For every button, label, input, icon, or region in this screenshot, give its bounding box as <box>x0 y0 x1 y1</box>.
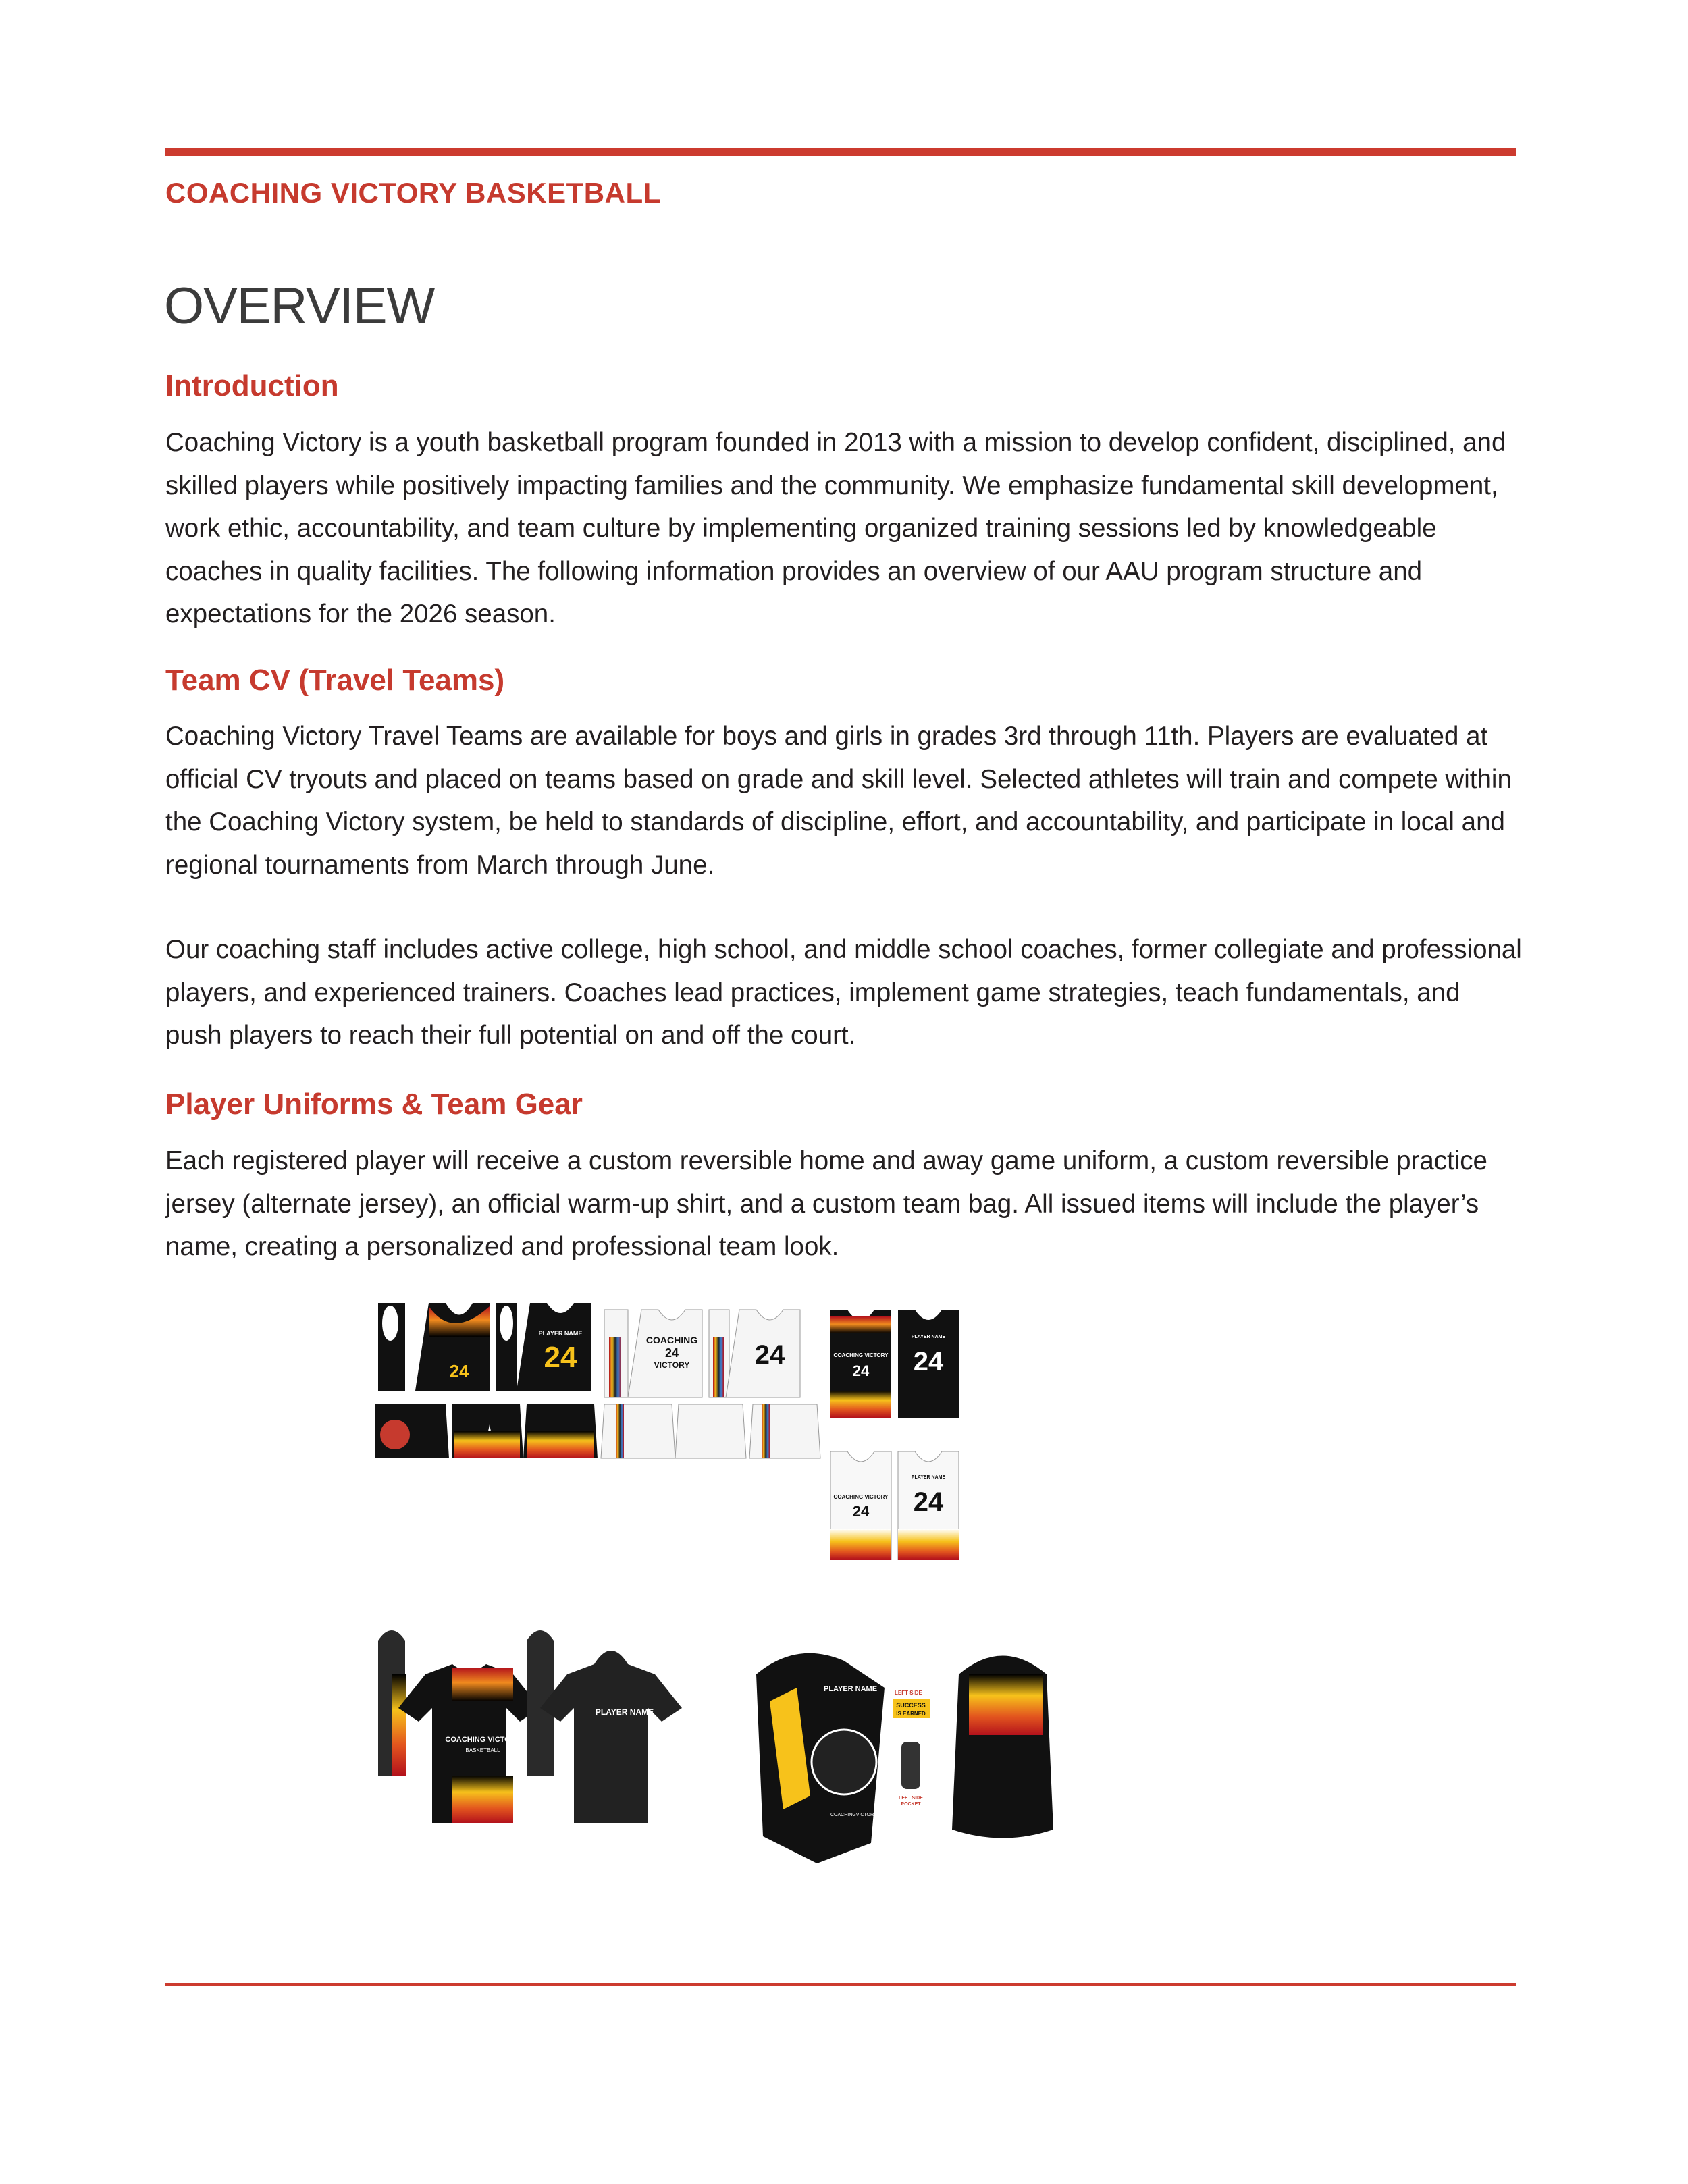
top-rule <box>165 148 1516 156</box>
bottom-rule <box>165 1983 1516 1986</box>
white-shorts-back <box>749 1404 820 1458</box>
practice-jersey-player-name: PLAYER NAME <box>911 1335 946 1339</box>
practice-jersey-brand: COACHING VICTORY <box>833 1352 889 1358</box>
bag-slogan-1: SUCCESS <box>896 1702 926 1709</box>
travel-teams-paragraph-1: Coaching Victory Travel Teams are available for boys and girls in grades 3rd through 11th. Players are evaluated at official CV tryouts and placed on teams based on grade and skill level. Selected athletes will train and compete within the Coaching Victory system, be held to standards of discipline, effort, and accountability, and participate in local and regional tournaments from March through June. <box>165 722 1512 880</box>
warmup-subtitle: BASKETBALL <box>465 1747 500 1753</box>
black-game-uniform <box>375 1303 598 1458</box>
white-shorts-front <box>675 1404 746 1458</box>
bag-note-side: LEFT SIDE <box>895 1690 922 1696</box>
section-heading-travel-teams: Team CV (Travel Teams) <box>165 664 505 697</box>
jersey-number: 24 <box>449 1361 469 1381</box>
white-game-uniform <box>601 1310 820 1458</box>
practice-white-brand: COACHING VICTORY <box>833 1494 889 1500</box>
warmup-back <box>540 1651 682 1823</box>
practice-jerseys <box>830 1310 959 1560</box>
practice-white-number: 24 <box>852 1503 870 1520</box>
bag-slogan-2: IS EARNED <box>896 1711 926 1717</box>
bag-note-pocket-2: POCKET <box>901 1802 921 1807</box>
bag-player-name: PLAYER NAME <box>824 1685 878 1693</box>
jersey-back-number: 24 <box>544 1341 577 1374</box>
warmup-player-name: PLAYER NAME <box>595 1707 654 1717</box>
white-jersey-back-number: 24 <box>754 1340 785 1370</box>
white-jersey-brand-1: COACHING <box>645 1335 698 1346</box>
white-jersey-brand-2: VICTORY <box>654 1360 690 1370</box>
bag-note-pocket-1: LEFT SIDE <box>899 1796 923 1801</box>
travel-teams-paragraph-2: Our coaching staff includes active college, high school, and middle school coaches, former collegiate and professional players, and experienced trainers. Coaches lead practices, implement game strategies, teach fundamentals, and push players to reach their full potential on and off the court. <box>165 935 1522 1050</box>
white-shorts-side <box>601 1404 675 1458</box>
bag-url: COACHINGVICTORY.COM <box>830 1813 889 1817</box>
section-heading-introduction: Introduction <box>165 369 339 402</box>
page-title: OVERVIEW <box>164 277 435 335</box>
warmup-brand: COACHING VICTORY <box>445 1736 521 1744</box>
uniforms-paragraph: Each registered player will receive a custom reversible home and away game uniform, a custom reversible practice jersey (alternate jersey), an official warm-up shirt, and a custom team bag. All issued items will include the player’s name, creating a personalized and professional team look. <box>165 1146 1487 1261</box>
practice-white-back-number: 24 <box>913 1487 944 1517</box>
jersey-player-name: PLAYER NAME <box>538 1330 583 1337</box>
bag-side-pocket <box>901 1742 920 1789</box>
introduction-paragraph: Coaching Victory is a youth basketball program founded in 2013 with a mission to develop confident, disciplined, and skilled players while positively impacting families and the community. We emphasize fundamental skill development, work ethic, accountability, and team culture by implementing organized training sessions led by knowledgeable coaches in quality facilities. The following information provides an overview of our AAU program structure and expectations for the 2026 season. <box>165 428 1506 629</box>
org-title: COACHING VICTORY BASKETBALL <box>165 177 661 209</box>
practice-jersey-back-number: 24 <box>913 1347 944 1377</box>
section-heading-uniforms: Player Uniforms & Team Gear <box>165 1088 583 1121</box>
practice-jersey-number: 24 <box>852 1362 870 1379</box>
white-jersey-number: 24 <box>664 1346 679 1360</box>
team-bag <box>756 1653 1053 1863</box>
uniform-gear-mockups <box>365 1296 1323 1971</box>
practice-white-player-name: PLAYER NAME <box>911 1475 946 1480</box>
warmup-shirts <box>378 1630 682 1823</box>
